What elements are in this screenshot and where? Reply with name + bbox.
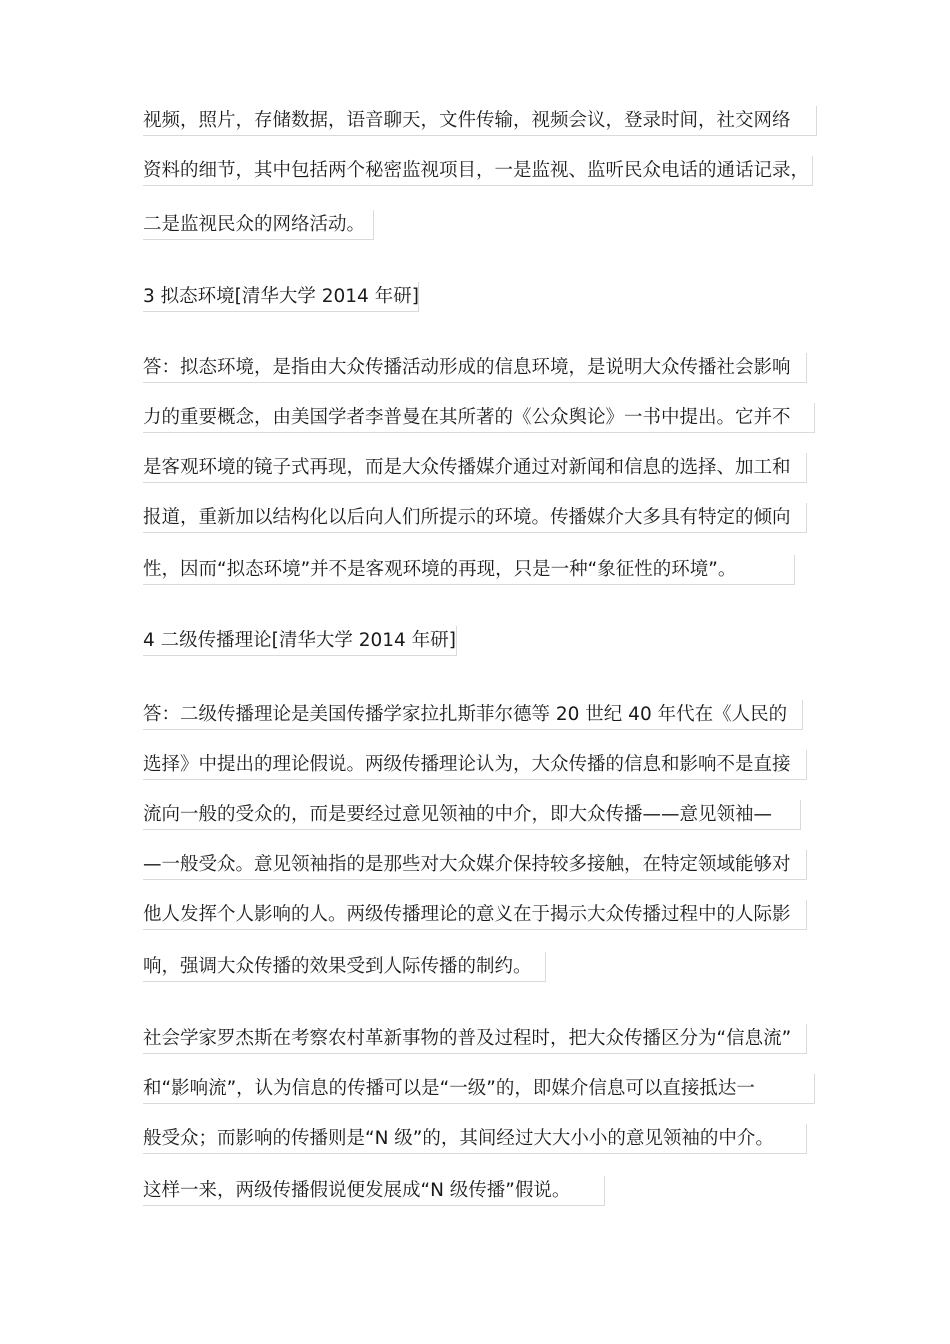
- text-line: 报道，重新加以结构化以后向人们所提示的环境。传播媒介大多具有特定的倾向: [143, 503, 807, 533]
- text-line: 答：拟态环境，是指由大众传播活动形成的信息环境，是说明大众传播社会影响: [143, 353, 807, 383]
- text-line: 二是监视民众的网络活动。: [143, 210, 374, 240]
- section-heading: 4 二级传播理论[清华大学 2014 年研]: [143, 626, 457, 656]
- section-heading: 3 拟态环境[清华大学 2014 年研]: [143, 282, 419, 312]
- text-line: 他人发挥个人影响的人。两级传播理论的意义在于揭示大众传播过程中的人际影: [143, 900, 807, 930]
- text-line: —一般受众。意见领袖指的是那些对大众媒介保持较多接触，在特定领域能够对: [143, 850, 807, 880]
- text-line: 流向一般的受众的，而是要经过意见领袖的中介，即大众传播——意见领袖—: [143, 800, 801, 830]
- text-line: 般受众；而影响的传播则是“N 级”的，其间经过大大小小的意见领袖的中介。: [143, 1124, 807, 1154]
- text-line: 力的重要概念，由美国学者李普曼在其所著的《公众舆论》一书中提出。它并不: [143, 403, 815, 433]
- text-line: 视频，照片，存储数据，语音聊天，文件传输，视频会议，登录时间，社交网络: [143, 106, 817, 136]
- text-line: 选择》中提出的理论假说。两级传播理论认为，大众传播的信息和影响不是直接: [143, 750, 807, 780]
- text-line: 资料的细节，其中包括两个秘密监视项目，一是监视、监听民众电话的通话记录，: [143, 156, 813, 186]
- text-line: 响，强调大众传播的效果受到人际传播的制约。: [143, 952, 546, 982]
- text-line: 这样一来，两级传播假说便发展成“N 级传播”假说。: [143, 1176, 605, 1206]
- text-line: 和“影响流”，认为信息的传播可以是“一级”的，即媒介信息可以直接抵达一: [143, 1074, 815, 1104]
- text-line: 性，因而“拟态环境”并不是客观环境的再现，只是一种“象征性的环境”。: [143, 555, 795, 585]
- text-line: 社会学家罗杰斯在考察农村革新事物的普及过程时，把大众传播区分为“信息流”: [143, 1024, 807, 1054]
- text-line: 答：二级传播理论是美国传播学家拉扎斯菲尔德等 20 世纪 40 年代在《人民的: [143, 700, 803, 730]
- text-line: 是客观环境的镜子式再现，而是大众传播媒介通过对新闻和信息的选择、加工和: [143, 453, 807, 483]
